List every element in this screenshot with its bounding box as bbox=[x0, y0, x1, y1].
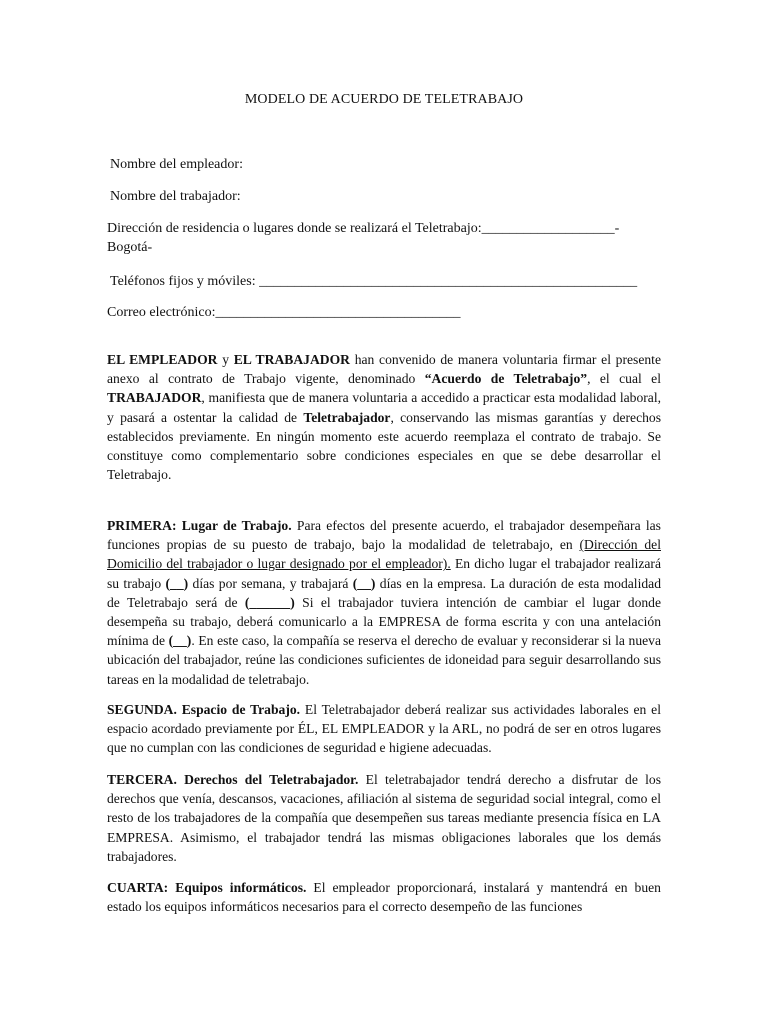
days-office-blank: (__) bbox=[352, 575, 376, 591]
worker-name-field: Nombre del trabajador: bbox=[110, 189, 241, 204]
intro-agreement-name: “Acuerdo de Teletrabajo” bbox=[424, 371, 588, 387]
clause-segunda-heading: SEGUNDA. Espacio de Trabajo. bbox=[107, 702, 301, 717]
clause-tercera-heading: TERCERA. Derechos del Teletrabajador. bbox=[107, 772, 359, 787]
intro-text-2: , el cual el bbox=[587, 371, 661, 387]
email-field bbox=[107, 303, 661, 322]
clause-cuarta-heading: CUARTA: Equipos informáticos. bbox=[107, 880, 307, 895]
clause-segunda bbox=[107, 700, 661, 758]
intro-y: y bbox=[217, 352, 234, 367]
duration-blank: (______) bbox=[244, 594, 295, 610]
intro-teleworker: Teletrabajador bbox=[303, 409, 391, 425]
intro-text-4: , conservando las mismas garantías y derechos establecidos previamente. En ningún momento este acuerdo reemplaza el contrato de trabajo. Se constituye como complementario sobre condiciones especiales en que se debe desarrollar el Teletrabajo. bbox=[107, 409, 662, 483]
notice-blank: (__) bbox=[168, 633, 192, 649]
page-title: MODELO DE ACUERDO DE TELETRABAJO bbox=[244, 92, 524, 107]
clause-primera-text-5: Si el trabajador tuviera intención de cambiar el lugar donde desempeña su trabajo, deberá comunicarlo a la EMPRESA de forma escrita y con una antelación mínima de bbox=[107, 594, 661, 649]
clause-primera-text-4: días en la empresa. La duración de esta modalidad de Teletrabajo será de bbox=[107, 575, 661, 610]
address-dash: - bbox=[614, 221, 620, 236]
address-blank: ___________________ bbox=[481, 221, 615, 236]
email-blank: ___________________________________ bbox=[215, 305, 461, 320]
clause-cuarta bbox=[107, 878, 661, 916]
intro-worker-2: TRABAJADOR bbox=[107, 390, 202, 406]
clause-primera bbox=[107, 516, 661, 689]
clause-segunda-text: El Teletrabajador deberá realizar sus actividades laborales en el espacio acordado previamente por ÉL, EL EMPLEADOR y la ARL, no podrá de ser en otros lugares que no cumplan con las condiciones de seguridad e higiene adecuadas. bbox=[107, 702, 661, 756]
phones-blank: ______________________________________________________ bbox=[259, 274, 638, 289]
clause-cuarta-text: El empleador proporcionará, instalará y mantendrá en buen estado los equipos informáticos necesarios para el correcto desempeño de las funciones bbox=[107, 880, 661, 915]
clause-primera-text-2: En dicho lugar el trabajador realizará su trabajo bbox=[107, 556, 661, 591]
phones-label: Teléfonos fijos y móviles: bbox=[110, 274, 260, 289]
employer-name-field: Nombre del empleador: bbox=[110, 157, 243, 172]
clause-primera-text-1: Para efectos del presente acuerdo, el trabajador desempeñara las funciones propias de su puesto de trabajo, bajo la modalidad de teletrabajo, en bbox=[107, 518, 661, 553]
intro-worker: EL TRABAJADOR bbox=[233, 352, 350, 367]
clause-tercera-text: El teletrabajador tendrá derecho a disfrutar de los derechos que venía, descansos, vacaciones, afiliación al sistema de seguridad social integral, como el resto de los trabajadores de la compañía que desempeñen sus tareas mediante presencia física en LA EMPRESA. Asimismo, el trabajador tendrá las mismas obligaciones laborales que los demás trabajadores. bbox=[107, 772, 662, 864]
phones-field bbox=[110, 272, 664, 291]
intro-text-1: han convenido de manera voluntaria firmar el presente anexo al contrato de Trabajo vigente, denominado bbox=[107, 352, 661, 387]
clause-primera-address: (Dirección del Domicilio del trabajador o lugar designado por el empleador). bbox=[107, 537, 661, 572]
clause-primera-text-6: . En este caso, la compañía se reserva el derecho de evaluar y reconsiderar si la nueva ubicación del trabajador, reúne las condiciones suficientes de idoneidad para seguir desarrollando sus tareas en la modalidad de teletrabajo. bbox=[107, 633, 661, 687]
intro-employer: EL EMPLEADOR bbox=[107, 352, 218, 367]
clause-primera-heading: PRIMERA: Lugar de Trabajo. bbox=[107, 518, 292, 533]
address-field bbox=[107, 219, 661, 257]
clause-primera-text-3: días por semana, y trabajará bbox=[188, 575, 353, 591]
intro-text-3: , manifiesta que de manera voluntaria a accedido a practicar esta modalidad laboral, y pasará a ostentar la calidad de bbox=[107, 390, 661, 425]
clause-tercera bbox=[107, 770, 661, 866]
address-label: Dirección de residencia o lugares donde se realizará el Teletrabajo: bbox=[107, 221, 482, 236]
email-label: Correo electrónico: bbox=[107, 305, 216, 320]
days-home-blank: (__) bbox=[165, 575, 189, 591]
intro-paragraph bbox=[107, 350, 661, 484]
address-city: Bogotá- bbox=[107, 240, 153, 255]
